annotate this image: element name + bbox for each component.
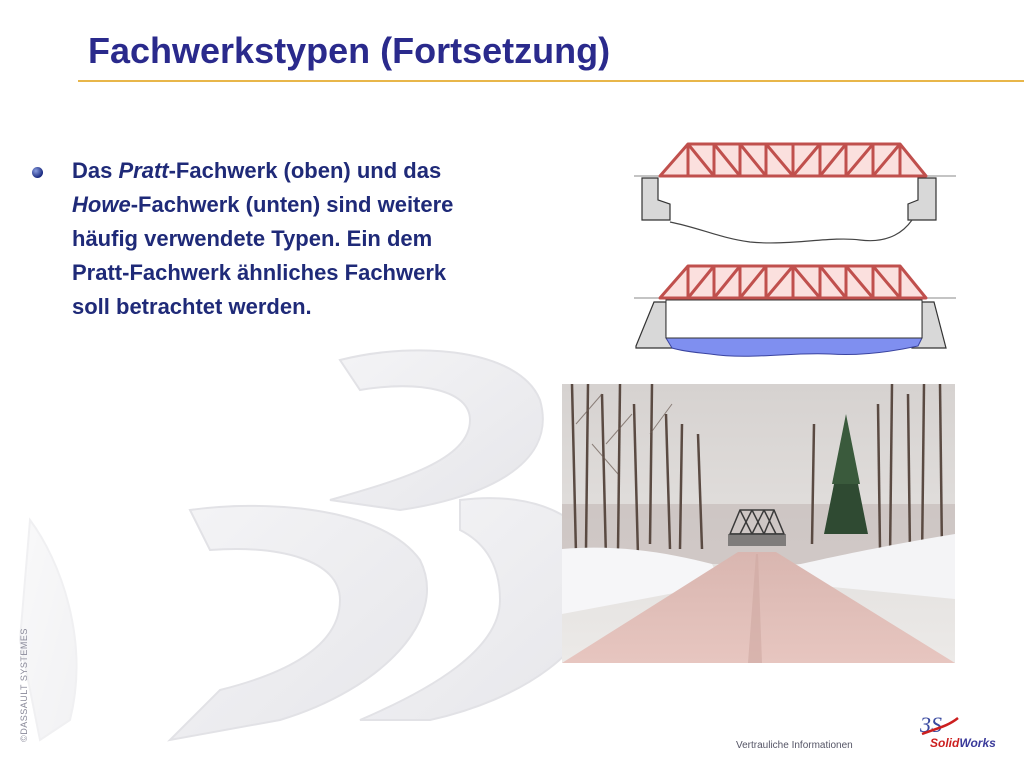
pratt-truss-diagram: [630, 138, 960, 250]
riverbed-line: [670, 220, 912, 243]
bullet-text-part: -Fachwerk (unten) sind weitere häufig verwendete Typen. Ein dem Pratt-Fachwerk ähnliches Fachwerk soll betrachtet werden.: [72, 192, 454, 319]
river-water: [666, 338, 922, 356]
bullet-text: [72, 154, 462, 324]
logo-solid: Solid: [930, 736, 960, 750]
solidworks-wordmark: [930, 736, 996, 750]
logo-mark: 3S: [920, 712, 942, 737]
bullet-text-part: Das: [72, 158, 119, 183]
bullet-icon: [32, 167, 43, 178]
pratt-term: Pratt: [118, 158, 169, 183]
right-abutment: [908, 178, 936, 220]
howe-truss-diagram: [630, 258, 960, 362]
left-abutment: [642, 178, 670, 220]
truss-bridge-photo: [562, 384, 955, 663]
copyright-text: ©DASSAULT SYSTEMES: [19, 628, 29, 742]
truss-frame: [660, 266, 926, 298]
logo-works: Works: [959, 736, 996, 750]
bridge-gap: [666, 300, 922, 338]
howe-term: Howe: [72, 192, 131, 217]
bullet-text-part: -Fachwerk (oben) und das: [168, 158, 442, 183]
footer-confidential-note: Vertrauliche Informationen: [736, 740, 853, 751]
slide-title: Fachwerkstypen (Fortsetzung): [88, 30, 611, 71]
title-underline: [78, 80, 1024, 82]
truss-frame: [660, 144, 926, 176]
